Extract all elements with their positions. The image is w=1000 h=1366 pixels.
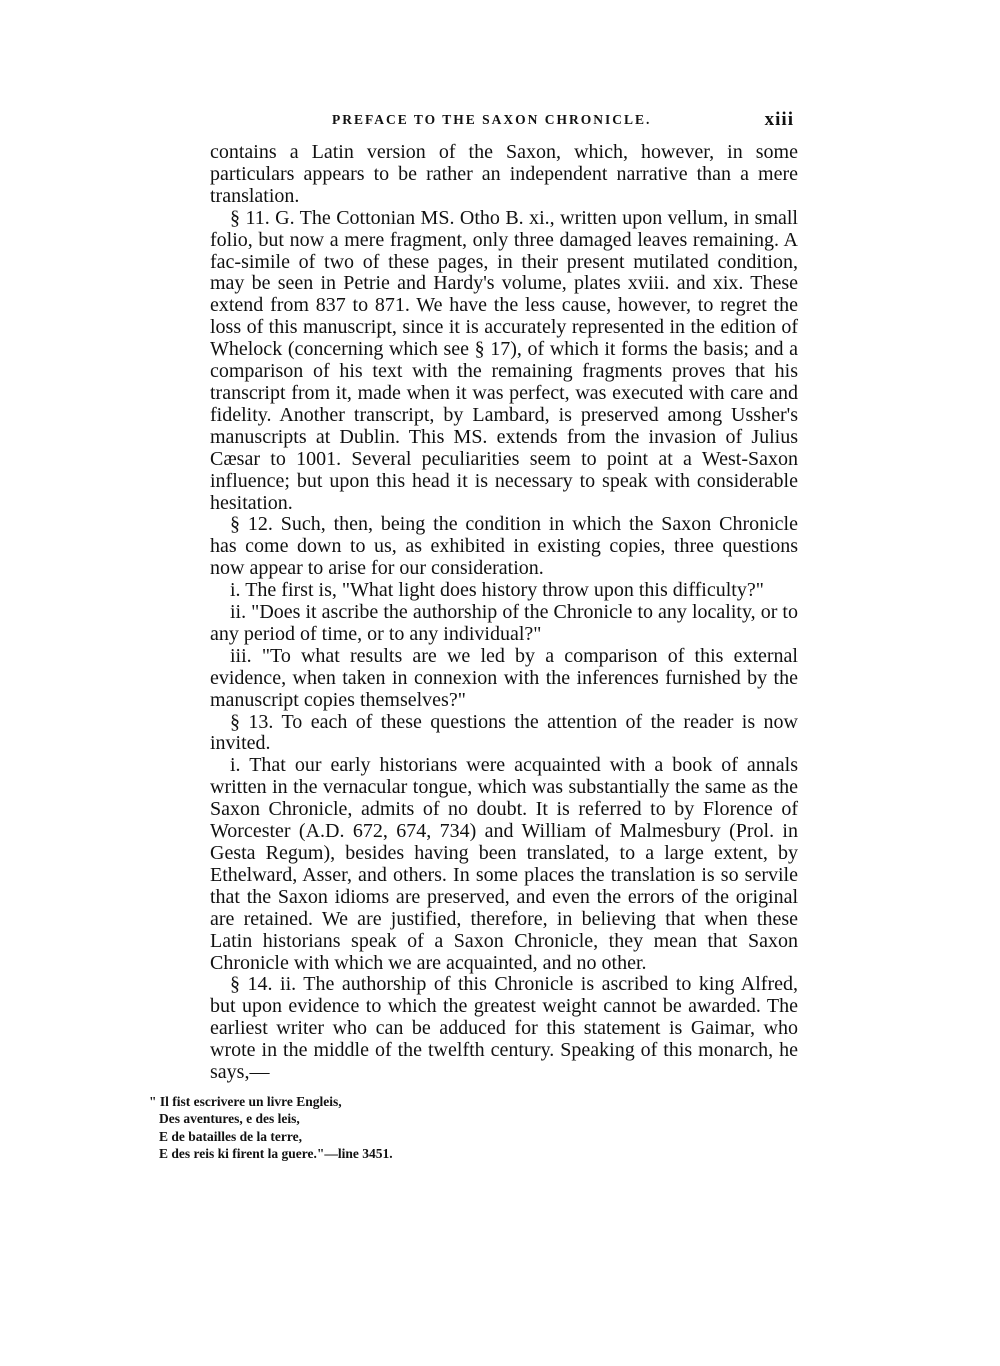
body-text [210, 142, 798, 1084]
paragraph-continuation: contains a Latin version of the Saxon, which, however, in some particulars appears to be rather an independent narrative than a mere translation. [210, 141, 798, 207]
book-page [210, 106, 798, 1084]
paragraph-section-11: § 11. G. The Cottonian MS. Otho B. xi., written upon vellum, in small folio, but now a mere fragment, only three damaged leaves remaining. A fac-simile of two of these pages, in their present mutilated condition, may be seen in Petrie and Hardy's volume, plates xviii. and xix. These extend from 837 to 871. We have the less cause, however, to regret the loss of this manuscript, since it is accurately represented in the edition of Whelock (concerning which see § 17), of which it forms the basis; and a comparison of his text with the remaining fragments proves that his transcript from it, made when it was perfect, was executed with care and fidelity. Another transcript, by Lambard, is preserved among Ussher's manuscripts at Dublin. This MS. extends from the invasion of Julius Cæsar to 1001. Several peculiarities seem to point at a West-Saxon influence; but upon this head it is necessary to speak with considerable hesitation. [210, 206, 798, 514]
running-title: PREFACE TO THE SAXON CHRONICLE. [332, 112, 652, 127]
page-number: xiii [764, 109, 794, 130]
quotation-line: Des aventures, e des leis, [159, 1111, 300, 1127]
paragraph-answer-1: i. That our early historians were acquainted with a book of annals written in the vernacular tongue, which was substantially the same as the Saxon Chronicle, admits of no doubt. It is referred to by Florence of Worcester (A.D. 672, 674, 734) and William of Malmesbury (Prol. in Gesta Regum), besides having been translated, to a large extent, by Ethelward, Asser, and others. In some places the translation is so servile that the Saxon idioms are preserved, and even the errors of the original are retained. We are justified, therefore, in believing that when these Latin historians speak of a Saxon Chronicle, they mean that Saxon Chronicle with which we are acquainted, and no other. [210, 754, 798, 974]
running-header [210, 106, 798, 132]
paragraph-question-3: iii. "To what results are we led by a comparison of this external evidence, when taken in connexion with the inferences furnished by the manuscript copies themselves?" [210, 644, 798, 711]
paragraph-question-1: i. The first is, "What light does history throw upon this difficulty?" [230, 579, 764, 602]
paragraph-section-12: § 12. Such, then, being the condition in which the Saxon Chronicle has come down to us, as exhibited in existing copies, three questions now appear to arise for our consideration. [210, 513, 798, 580]
quotation-line: E de batailles de la terre, [159, 1128, 302, 1144]
paragraph-section-14: § 14. ii. The authorship of this Chronicle is ascribed to king Alfred, but upon evidence to which the greatest weight cannot be awarded. The earliest writer who can be adduced for this statement is Gaimar, who wrote in the middle of the twelfth century. Speaking of this monarch, he says,— [210, 973, 798, 1084]
paragraph-question-2: ii. "Does it ascribe the authorship of the Chronicle to any locality, or to any period of time, or to any individual?" [210, 601, 798, 645]
verse-quotation [149, 1093, 393, 1163]
paragraph-section-13: § 13. To each of these questions the attention of the reader is now invited. [210, 710, 798, 755]
quotation-line: " Il fist escrivere un livre Engleis, [149, 1094, 342, 1109]
quotation-line: E des reis ki firent la guere."—line 3451. [159, 1146, 393, 1162]
